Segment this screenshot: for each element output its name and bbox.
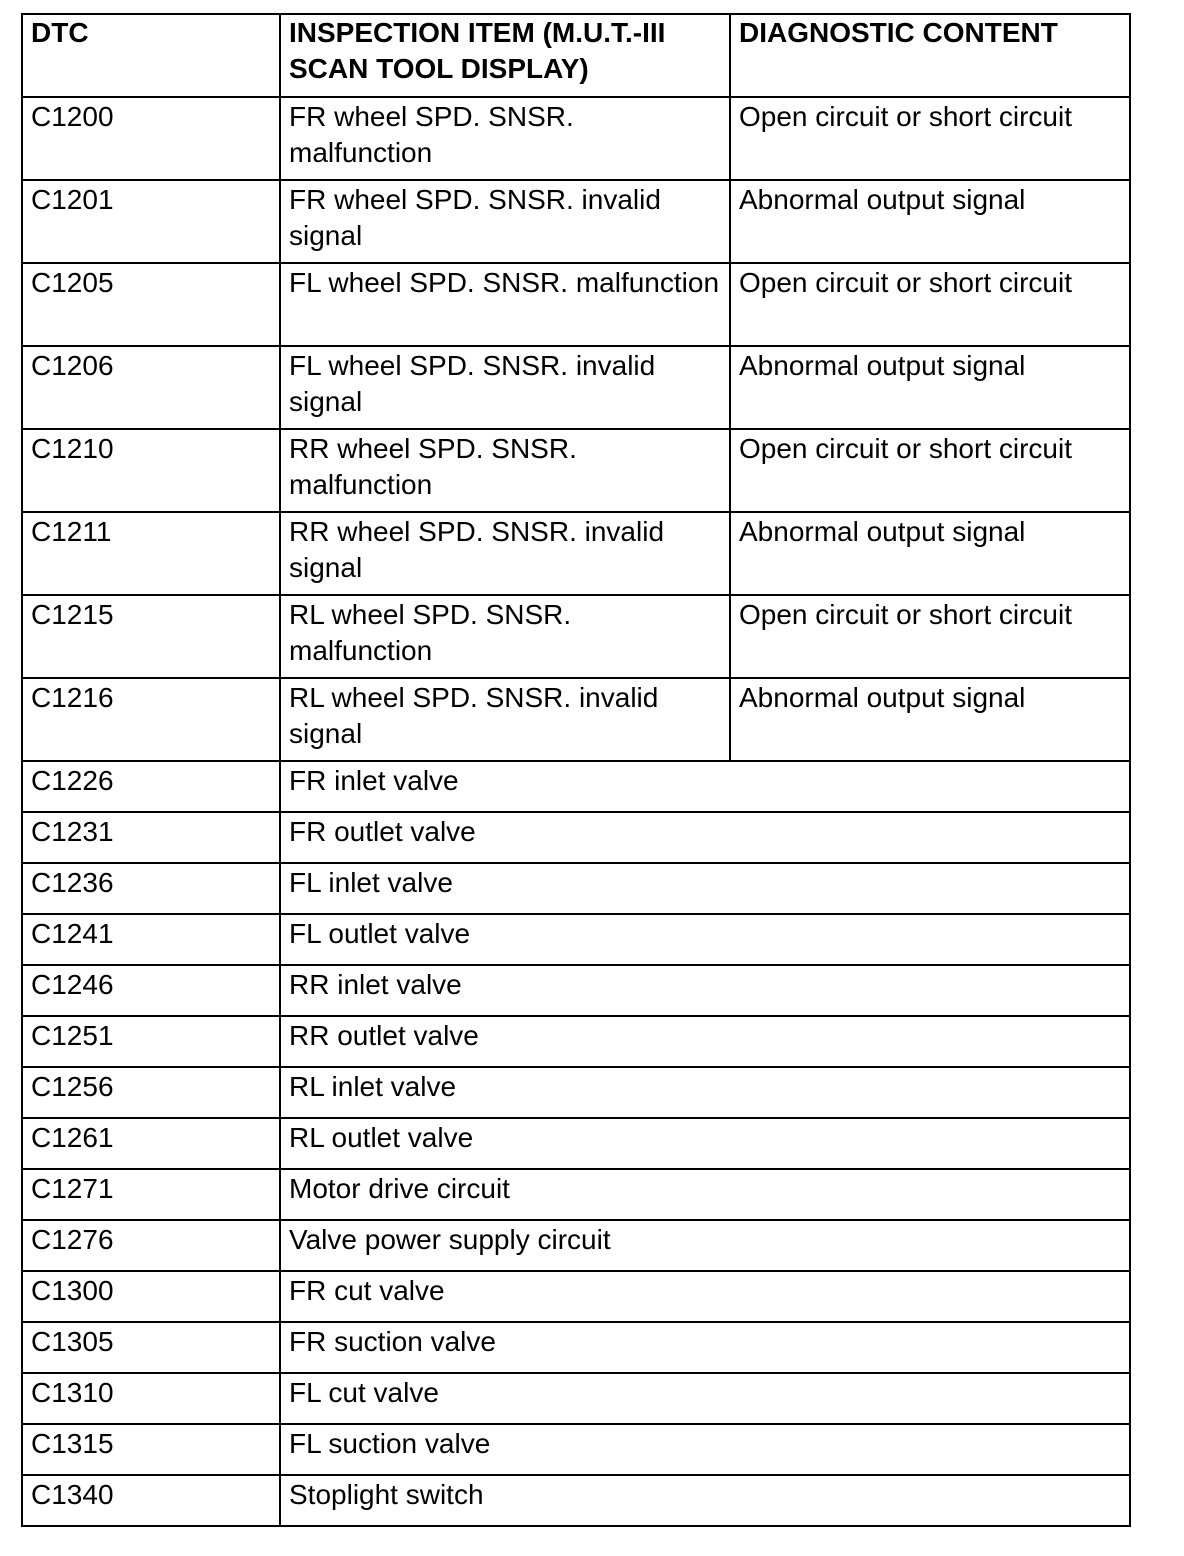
diagnostic-content: Open circuit or short circuit	[730, 97, 1130, 180]
inspection-item: FR cut valve	[280, 1271, 1130, 1322]
table-row	[22, 1424, 1130, 1475]
inspection-item: FL wheel SPD. SNSR. malfunction	[280, 263, 730, 346]
dtc-code: C1201	[22, 180, 280, 263]
inspection-item: FL wheel SPD. SNSR. invalid signal	[280, 346, 730, 429]
table-row	[22, 812, 1130, 863]
dtc-code: C1241	[22, 914, 280, 965]
dtc-table	[21, 13, 1131, 1527]
header-inspection-item: INSPECTION ITEM (M.U.T.-III SCAN TOOL DISPLAY)	[280, 14, 730, 97]
dtc-code: C1211	[22, 512, 280, 595]
table-row	[22, 965, 1130, 1016]
diagnostic-content: Abnormal output signal	[730, 180, 1130, 263]
inspection-item: RR wheel SPD. SNSR. malfunction	[280, 429, 730, 512]
table-row	[22, 1016, 1130, 1067]
dtc-code: C1231	[22, 812, 280, 863]
dtc-code: C1251	[22, 1016, 280, 1067]
inspection-item: Motor drive circuit	[280, 1169, 1130, 1220]
dtc-code: C1215	[22, 595, 280, 678]
dtc-code: C1340	[22, 1475, 280, 1526]
table-row	[22, 1373, 1130, 1424]
table-row	[22, 761, 1130, 812]
table-row	[22, 1220, 1130, 1271]
table-row	[22, 1475, 1130, 1526]
table-row	[22, 97, 1130, 180]
dtc-code: C1256	[22, 1067, 280, 1118]
dtc-code: C1216	[22, 678, 280, 761]
diagnostic-content: Abnormal output signal	[730, 346, 1130, 429]
inspection-item: RL outlet valve	[280, 1118, 1130, 1169]
diagnostic-content: Abnormal output signal	[730, 678, 1130, 761]
dtc-code: C1236	[22, 863, 280, 914]
table-row	[22, 1322, 1130, 1373]
dtc-code: C1210	[22, 429, 280, 512]
inspection-item: FR outlet valve	[280, 812, 1130, 863]
inspection-item: RR wheel SPD. SNSR. invalid signal	[280, 512, 730, 595]
inspection-item: FR inlet valve	[280, 761, 1130, 812]
header-dtc: DTC	[22, 14, 280, 97]
inspection-item: FL inlet valve	[280, 863, 1130, 914]
table-row	[22, 678, 1130, 761]
dtc-code: C1300	[22, 1271, 280, 1322]
table-row	[22, 595, 1130, 678]
inspection-item: Valve power supply circuit	[280, 1220, 1130, 1271]
inspection-item: FR wheel SPD. SNSR. malfunction	[280, 97, 730, 180]
dtc-code: C1246	[22, 965, 280, 1016]
inspection-item: FR suction valve	[280, 1322, 1130, 1373]
inspection-item: FL suction valve	[280, 1424, 1130, 1475]
dtc-code: C1315	[22, 1424, 280, 1475]
header-row	[22, 14, 1130, 97]
inspection-item: FL cut valve	[280, 1373, 1130, 1424]
inspection-item: RR inlet valve	[280, 965, 1130, 1016]
table-row	[22, 346, 1130, 429]
inspection-item: FR wheel SPD. SNSR. invalid signal	[280, 180, 730, 263]
dtc-code: C1226	[22, 761, 280, 812]
header-diagnostic-content: DIAGNOSTIC CONTENT	[730, 14, 1130, 97]
table-row	[22, 429, 1130, 512]
table-row	[22, 1067, 1130, 1118]
diagnostic-content: Open circuit or short circuit	[730, 429, 1130, 512]
dtc-code: C1276	[22, 1220, 280, 1271]
table-row	[22, 1118, 1130, 1169]
dtc-code: C1310	[22, 1373, 280, 1424]
diagnostic-content: Abnormal output signal	[730, 512, 1130, 595]
table-row	[22, 512, 1130, 595]
inspection-item: RR outlet valve	[280, 1016, 1130, 1067]
table-row	[22, 1271, 1130, 1322]
dtc-code: C1305	[22, 1322, 280, 1373]
table-row	[22, 263, 1130, 346]
dtc-code: C1206	[22, 346, 280, 429]
dtc-code: C1205	[22, 263, 280, 346]
inspection-item: RL wheel SPD. SNSR. invalid signal	[280, 678, 730, 761]
table-row	[22, 1169, 1130, 1220]
inspection-item: RL wheel SPD. SNSR. malfunction	[280, 595, 730, 678]
inspection-item: Stoplight switch	[280, 1475, 1130, 1526]
table-row	[22, 863, 1130, 914]
dtc-code: C1200	[22, 97, 280, 180]
table-row	[22, 180, 1130, 263]
dtc-code: C1261	[22, 1118, 280, 1169]
diagnostic-content: Open circuit or short circuit	[730, 263, 1130, 346]
dtc-code: C1271	[22, 1169, 280, 1220]
inspection-item: FL outlet valve	[280, 914, 1130, 965]
diagnostic-content: Open circuit or short circuit	[730, 595, 1130, 678]
table-row	[22, 914, 1130, 965]
inspection-item: RL inlet valve	[280, 1067, 1130, 1118]
